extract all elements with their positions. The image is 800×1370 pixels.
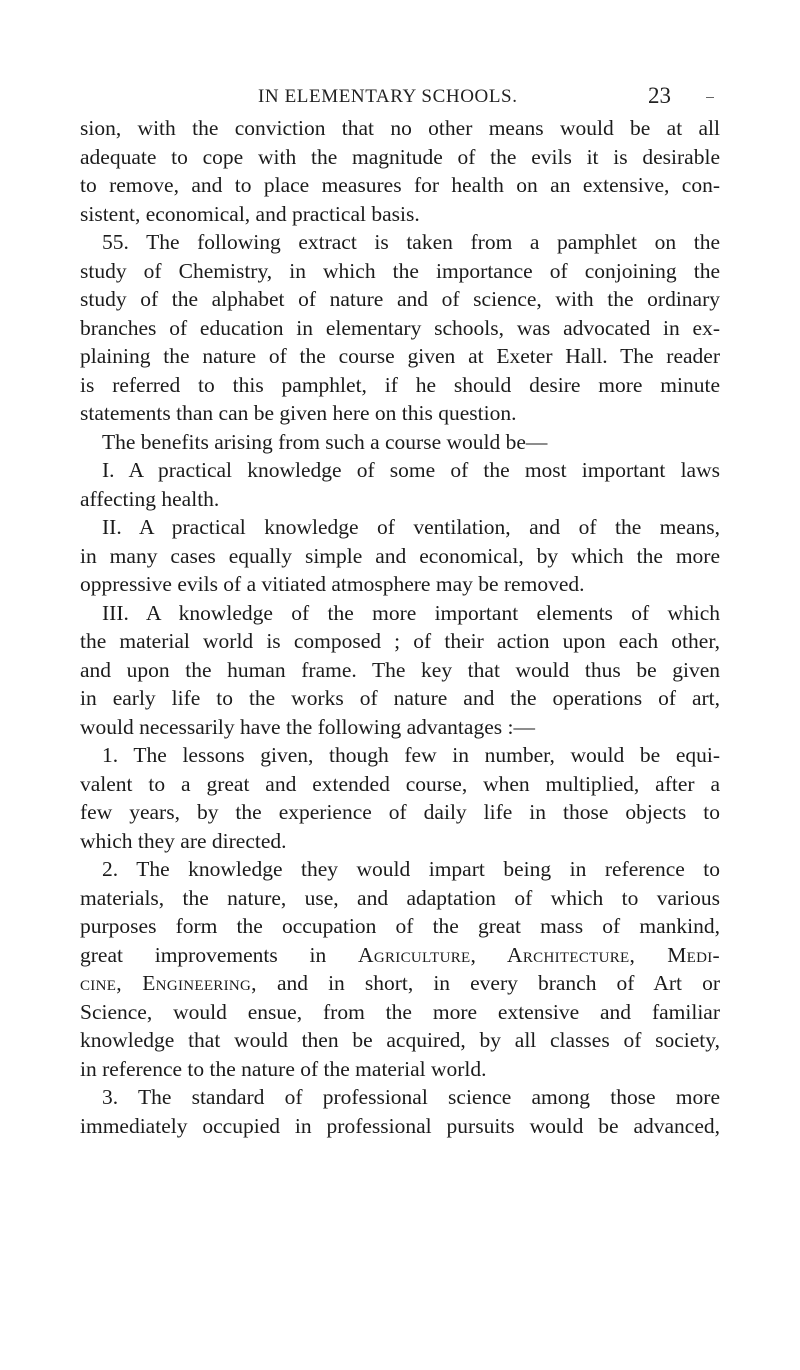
text-line: The benefits arising from such a course would be—: [102, 429, 548, 454]
paragraph-55-start: 55. The following extract is taken from a pamphlet on the: [102, 230, 720, 254]
running-head: IN ELEMENTARY SCHOOLS.: [258, 86, 518, 107]
text-line: adequate to cope with the magnitude of the evils it is desirable: [80, 144, 720, 169]
text-line: knowledge that would then be acquired, by all classes of society,: [80, 1028, 720, 1052]
text-line: affecting health.: [80, 486, 220, 511]
text-fragment: great improvements in: [80, 942, 327, 967]
text-fragment: and in short, in every branch of Art or: [276, 971, 720, 995]
text-line: materials, the nature, use, and adaptation of which to various: [80, 885, 720, 910]
text-line: plaining the nature of the course given at Exeter Hall. The reader: [80, 344, 720, 368]
numbered-item-3: 3. The standard of professional science among those more: [102, 1085, 720, 1109]
text-line: oppressive evils of a vitiated atmosphere may be removed.: [80, 572, 585, 596]
text-line-with-small-caps: [80, 969, 720, 998]
text-line-with-small-caps: [80, 941, 720, 970]
text-line: in many cases equally simple and economical, by which the more: [80, 543, 720, 568]
list-item-III: III. A knowledge of the more important elements of which: [102, 600, 720, 625]
body-text: [80, 114, 720, 1140]
text-line: study of Chemistry, in which the importance of conjoining the: [80, 258, 720, 283]
text-line: valent to a great and extended course, when multiplied, after a: [80, 771, 720, 796]
text-line: sistent, economical, and practical basis.: [80, 201, 420, 226]
text-line: statements than can be given here on this question.: [80, 401, 517, 425]
text-line: is referred to this pamphlet, if he should desire more minute: [80, 372, 720, 397]
text-line: sion, with the conviction that no other means would be at all: [80, 116, 720, 140]
small-caps-fragment: cine, Engineering,: [80, 971, 257, 995]
text-line: purposes form the occupation of the great mass of mankind,: [80, 914, 720, 938]
text-line: few years, by the experience of daily life in those objects to: [80, 800, 720, 824]
text-line: and upon the human frame. The key that would thus be given: [80, 657, 720, 682]
page-edge-mark: [706, 97, 714, 98]
page-number: 23: [648, 83, 671, 108]
numbered-item-2: 2. The knowledge they would impart being in reference to: [102, 857, 720, 881]
list-item-I: I. A practical knowledge of some of the most important laws: [102, 458, 720, 482]
text-line: Science, would ensue, from the more extensive and familiar: [80, 999, 720, 1024]
text-line: in reference to the nature of the material world.: [80, 1056, 487, 1081]
numbered-item-1: 1. The lessons given, though few in number, would be equi-: [102, 743, 720, 767]
small-caps-fragment: Agriculture, Architecture, Medi-: [358, 942, 721, 967]
text-line: the material world is composed ; of their action upon each other,: [80, 629, 720, 653]
text-line: would necessarily have the following advantages :—: [80, 714, 535, 739]
text-line: in early life to the works of nature and the operations of art,: [80, 686, 720, 710]
text-line: branches of education in elementary schools, was advocated in ex-: [80, 315, 720, 340]
text-line: immediately occupied in professional pursuits would be advanced,: [80, 1113, 720, 1138]
list-item-II: II. A practical knowledge of ventilation, and of the means,: [102, 515, 720, 539]
text-line: to remove, and to place measures for health on an extensive, con-: [80, 173, 720, 197]
text-line: study of the alphabet of nature and of science, with the ordinary: [80, 287, 720, 311]
text-line: which they are directed.: [80, 828, 287, 853]
